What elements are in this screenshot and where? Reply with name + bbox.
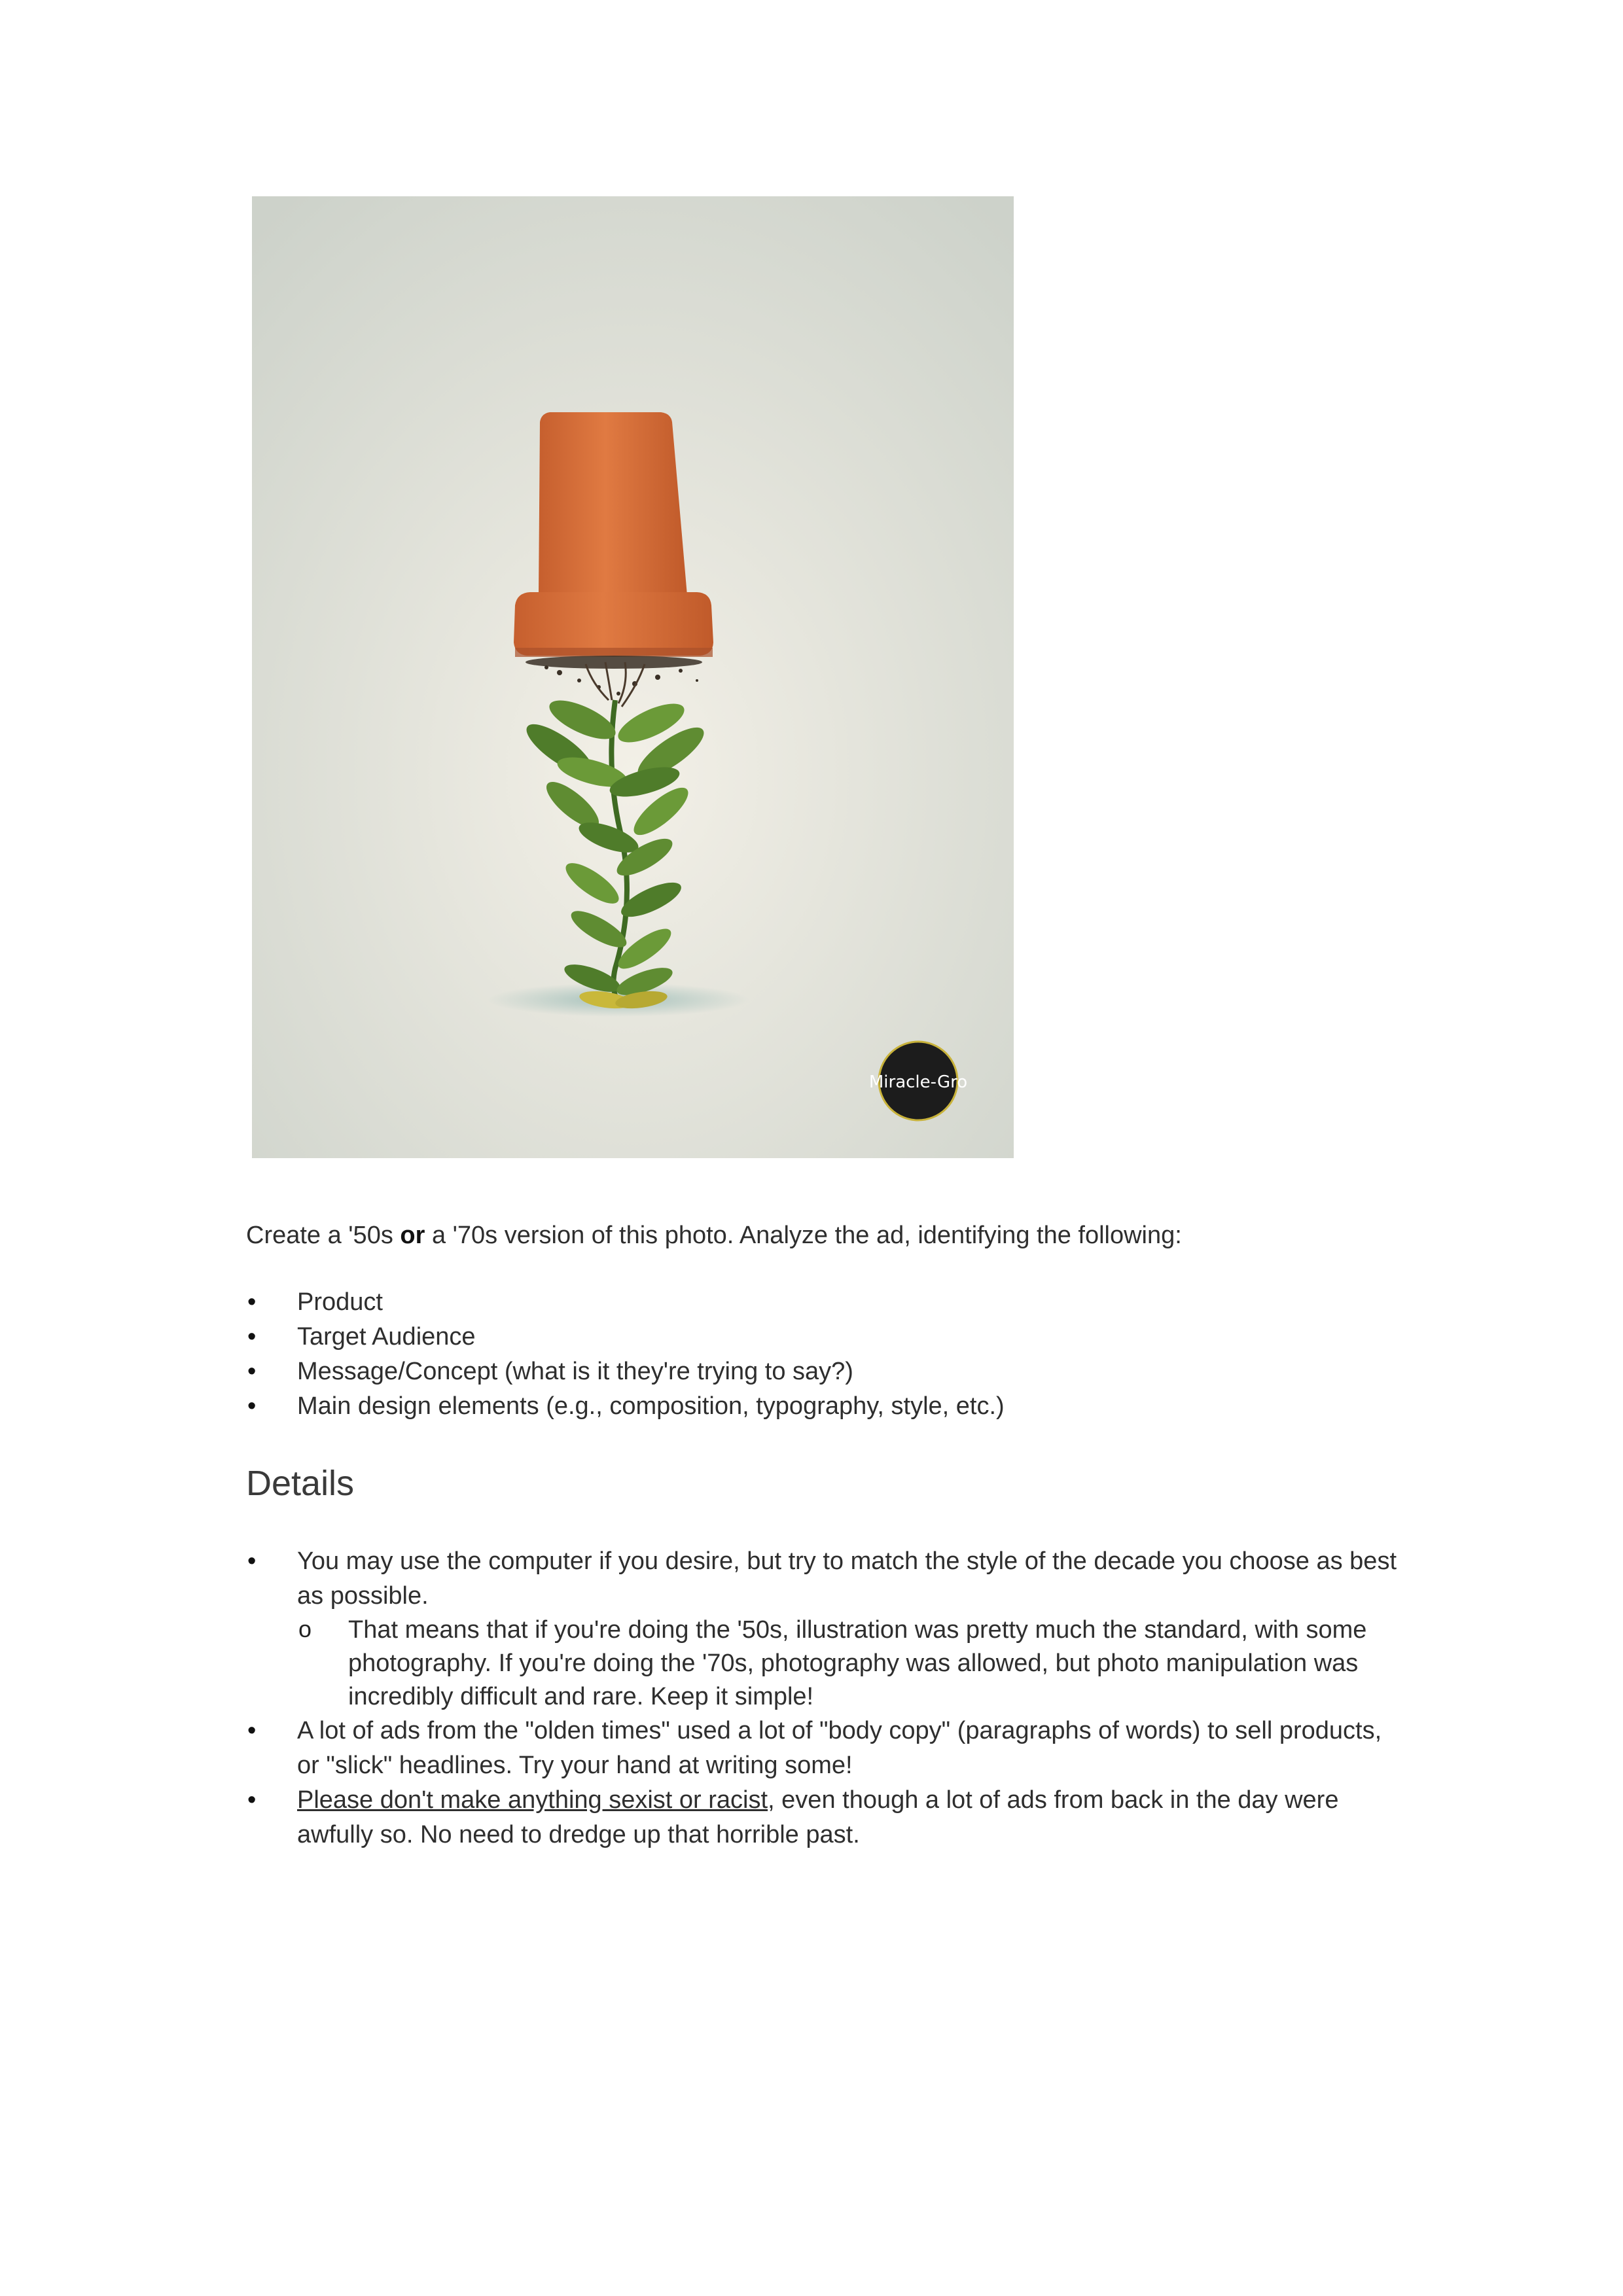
logo-text: Miracle-Gro [868,1072,968,1092]
list-item: o That means that if you're doing the '50s, illustration was pretty much the standard, with some photography. If you're doing the '70s, photography was allowed, but photo manipulation was incredibly difficult and rare. Keep it simple! [297,1614,1398,1714]
list-item: • Target Audience [246,1320,1398,1354]
details-item-text: , even though a lot of ads from back in the day were awfully so. No need to dredge up that horrible past. [297,1786,1339,1848]
underlined-warning: Please don't make anything sexist or racist [297,1786,768,1814]
ad-photo [252,196,1014,1158]
list-item: • Message/Concept (what is it they're trying to say?) [246,1354,1398,1389]
assignment-text [246,1218,1398,1852]
list-item: • Main design elements (e.g., composition, typography, style, etc.) [246,1389,1398,1424]
list-item: • Product [246,1285,1398,1320]
list-item: • A lot of ads from the "olden times" used a lot of "body copy" (paragraphs of words) to sell products, or "slick" headlines. Try your hand at writing some! [246,1714,1398,1783]
details-list [246,1544,1398,1852]
details-sublist [297,1614,1398,1714]
list-item [246,1544,1398,1714]
analysis-list [246,1285,1398,1424]
intro-text-start: Create a '50s [246,1222,401,1249]
intro-paragraph [246,1218,1398,1252]
ad-illustration [252,196,1014,1158]
details-heading: Details [246,1464,355,1503]
intro-text-end: a '70s version of this photo. Analyze the ad, identifying the following: [425,1222,1182,1249]
intro-bold-or: or [400,1222,425,1249]
details-item-text: You may use the computer if you desire, but try to match the style of the decade you choose as best as possible. [297,1547,1397,1610]
list-item [246,1783,1398,1852]
